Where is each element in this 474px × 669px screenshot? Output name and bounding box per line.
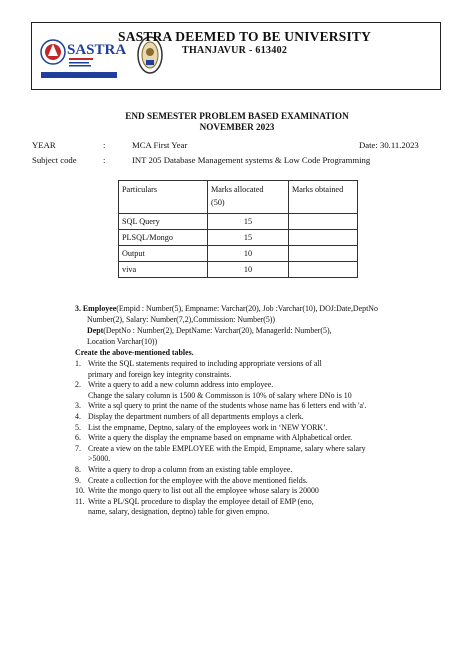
task-text: primary and foreign key integrity constraints.	[88, 369, 232, 379]
header-particulars: Particulars	[119, 181, 208, 214]
task-number: 2.	[75, 380, 81, 390]
row-particular: Output	[119, 246, 208, 262]
row-obtained	[289, 214, 358, 230]
task-text: name, salary, designation, deptno) table for given empno.	[88, 507, 270, 517]
university-city: THANJAVUR - 613402	[182, 45, 288, 56]
task-number: 9.	[75, 475, 81, 485]
subject-value: INT 205 Database Management systems & Low Code Programming	[132, 155, 371, 165]
employee-schema-line1	[75, 304, 378, 315]
task-text: Create a collection for the employee with the above mentioned fields.	[88, 475, 308, 485]
row-particular: SQL Query	[119, 214, 208, 230]
task-number: 4.	[75, 412, 81, 421]
task-text: Display the department numbers of all departments employs a clerk.	[88, 412, 304, 421]
task-text: Write the SQL statements required to including appropriate versions of all	[88, 359, 322, 368]
task-number: 5.	[75, 422, 81, 432]
dept-schema-line2: Location Varchar(10))	[87, 337, 158, 346]
task-text: Write the mongo query to list out all the employee whose salary is 20000	[88, 486, 319, 496]
row-obtained	[289, 230, 358, 246]
marks-table	[118, 180, 358, 278]
row-marks: 15	[208, 230, 289, 246]
task-text: Write a query to drop a column from an existing table employee.	[88, 465, 293, 474]
header-marks-allocated: Marks allocated (50)	[208, 181, 289, 214]
dept-schema-line1	[87, 326, 332, 337]
header-marks-obtained: Marks obtained	[289, 181, 358, 214]
row-marks: 15	[208, 214, 289, 230]
row-particular: PLSQL/Mongo	[119, 230, 208, 246]
svg-text:SASTRA: SASTRA	[67, 42, 127, 58]
task-text: Change the salary column is 1500 & Commisson is 10% of salary where DNo is 10	[88, 390, 352, 400]
exam-date: Date: 30.11.2023	[359, 140, 419, 150]
row-obtained	[289, 246, 358, 262]
subject-label: Subject code	[32, 155, 77, 165]
year-label: YEAR	[32, 140, 56, 150]
marks-table-header	[119, 181, 358, 214]
year-value: MCA First Year	[132, 140, 188, 150]
task-number: 1.	[75, 359, 81, 368]
dept-definition: (DeptNo : Number(2), DeptName: Varchar(20), ManagerId: Number(5),	[103, 326, 332, 335]
row-particular: viva	[119, 262, 208, 278]
row-marks: 10	[208, 262, 289, 278]
sastra-logo	[39, 30, 127, 86]
task-text: Write a query the display the empname based on empname with Alphabetical order.	[88, 433, 353, 443]
row-obtained	[289, 262, 358, 278]
table-row	[119, 262, 358, 278]
task-text: Create a view on the table EMPLOYEE with the Empid, Empname, salary where salary	[88, 443, 366, 453]
subject-colon: :	[103, 155, 106, 165]
task-number: 3.	[75, 401, 81, 411]
task-number: 8.	[75, 465, 81, 474]
employee-table-name: Employee	[82, 304, 117, 313]
dept-table-name: Dept	[87, 326, 104, 335]
task-text: Write a sql query to print the name of the students whose name has 6 letters end with 'a'.	[88, 401, 367, 411]
row-marks: 10	[208, 246, 289, 262]
exam-title: END SEMESTER PROBLEM BASED EXAMINATION	[125, 111, 349, 121]
employee-schema-line2: Number(2), Salary: Number(7,2),Commission: Number(5))	[87, 315, 276, 324]
task-text: >5000.	[88, 454, 111, 464]
task-number: 7.	[75, 443, 81, 453]
task-number: 10.	[75, 486, 85, 496]
employee-definition: (Empid : Number(5), Empname: Varchar(20), Job :Varchar(10), DOJ:Date,DeptNo	[116, 304, 378, 313]
task-text: List the empname, Deptno, salary of the employees work in ‘NEW YORK’.	[88, 422, 328, 432]
table-row	[119, 230, 358, 246]
table-row	[119, 246, 358, 262]
task-number: 11.	[75, 496, 85, 506]
task-text: Write a PL/SQL procedure to display the employee detail of EMP (eno,	[88, 496, 314, 506]
question-number: 3.	[75, 304, 81, 313]
exam-session: NOVEMBER 2023	[199, 122, 275, 132]
task-number: 6.	[75, 433, 81, 443]
year-colon: :	[103, 140, 106, 150]
university-name: SASTRA DEEMED TO BE UNIVERSITY	[118, 29, 372, 44]
task-text: Write a query to add a new column address into employee.	[88, 380, 274, 390]
table-row	[119, 214, 358, 230]
instruction: Create the above-mentioned tables.	[75, 348, 194, 357]
